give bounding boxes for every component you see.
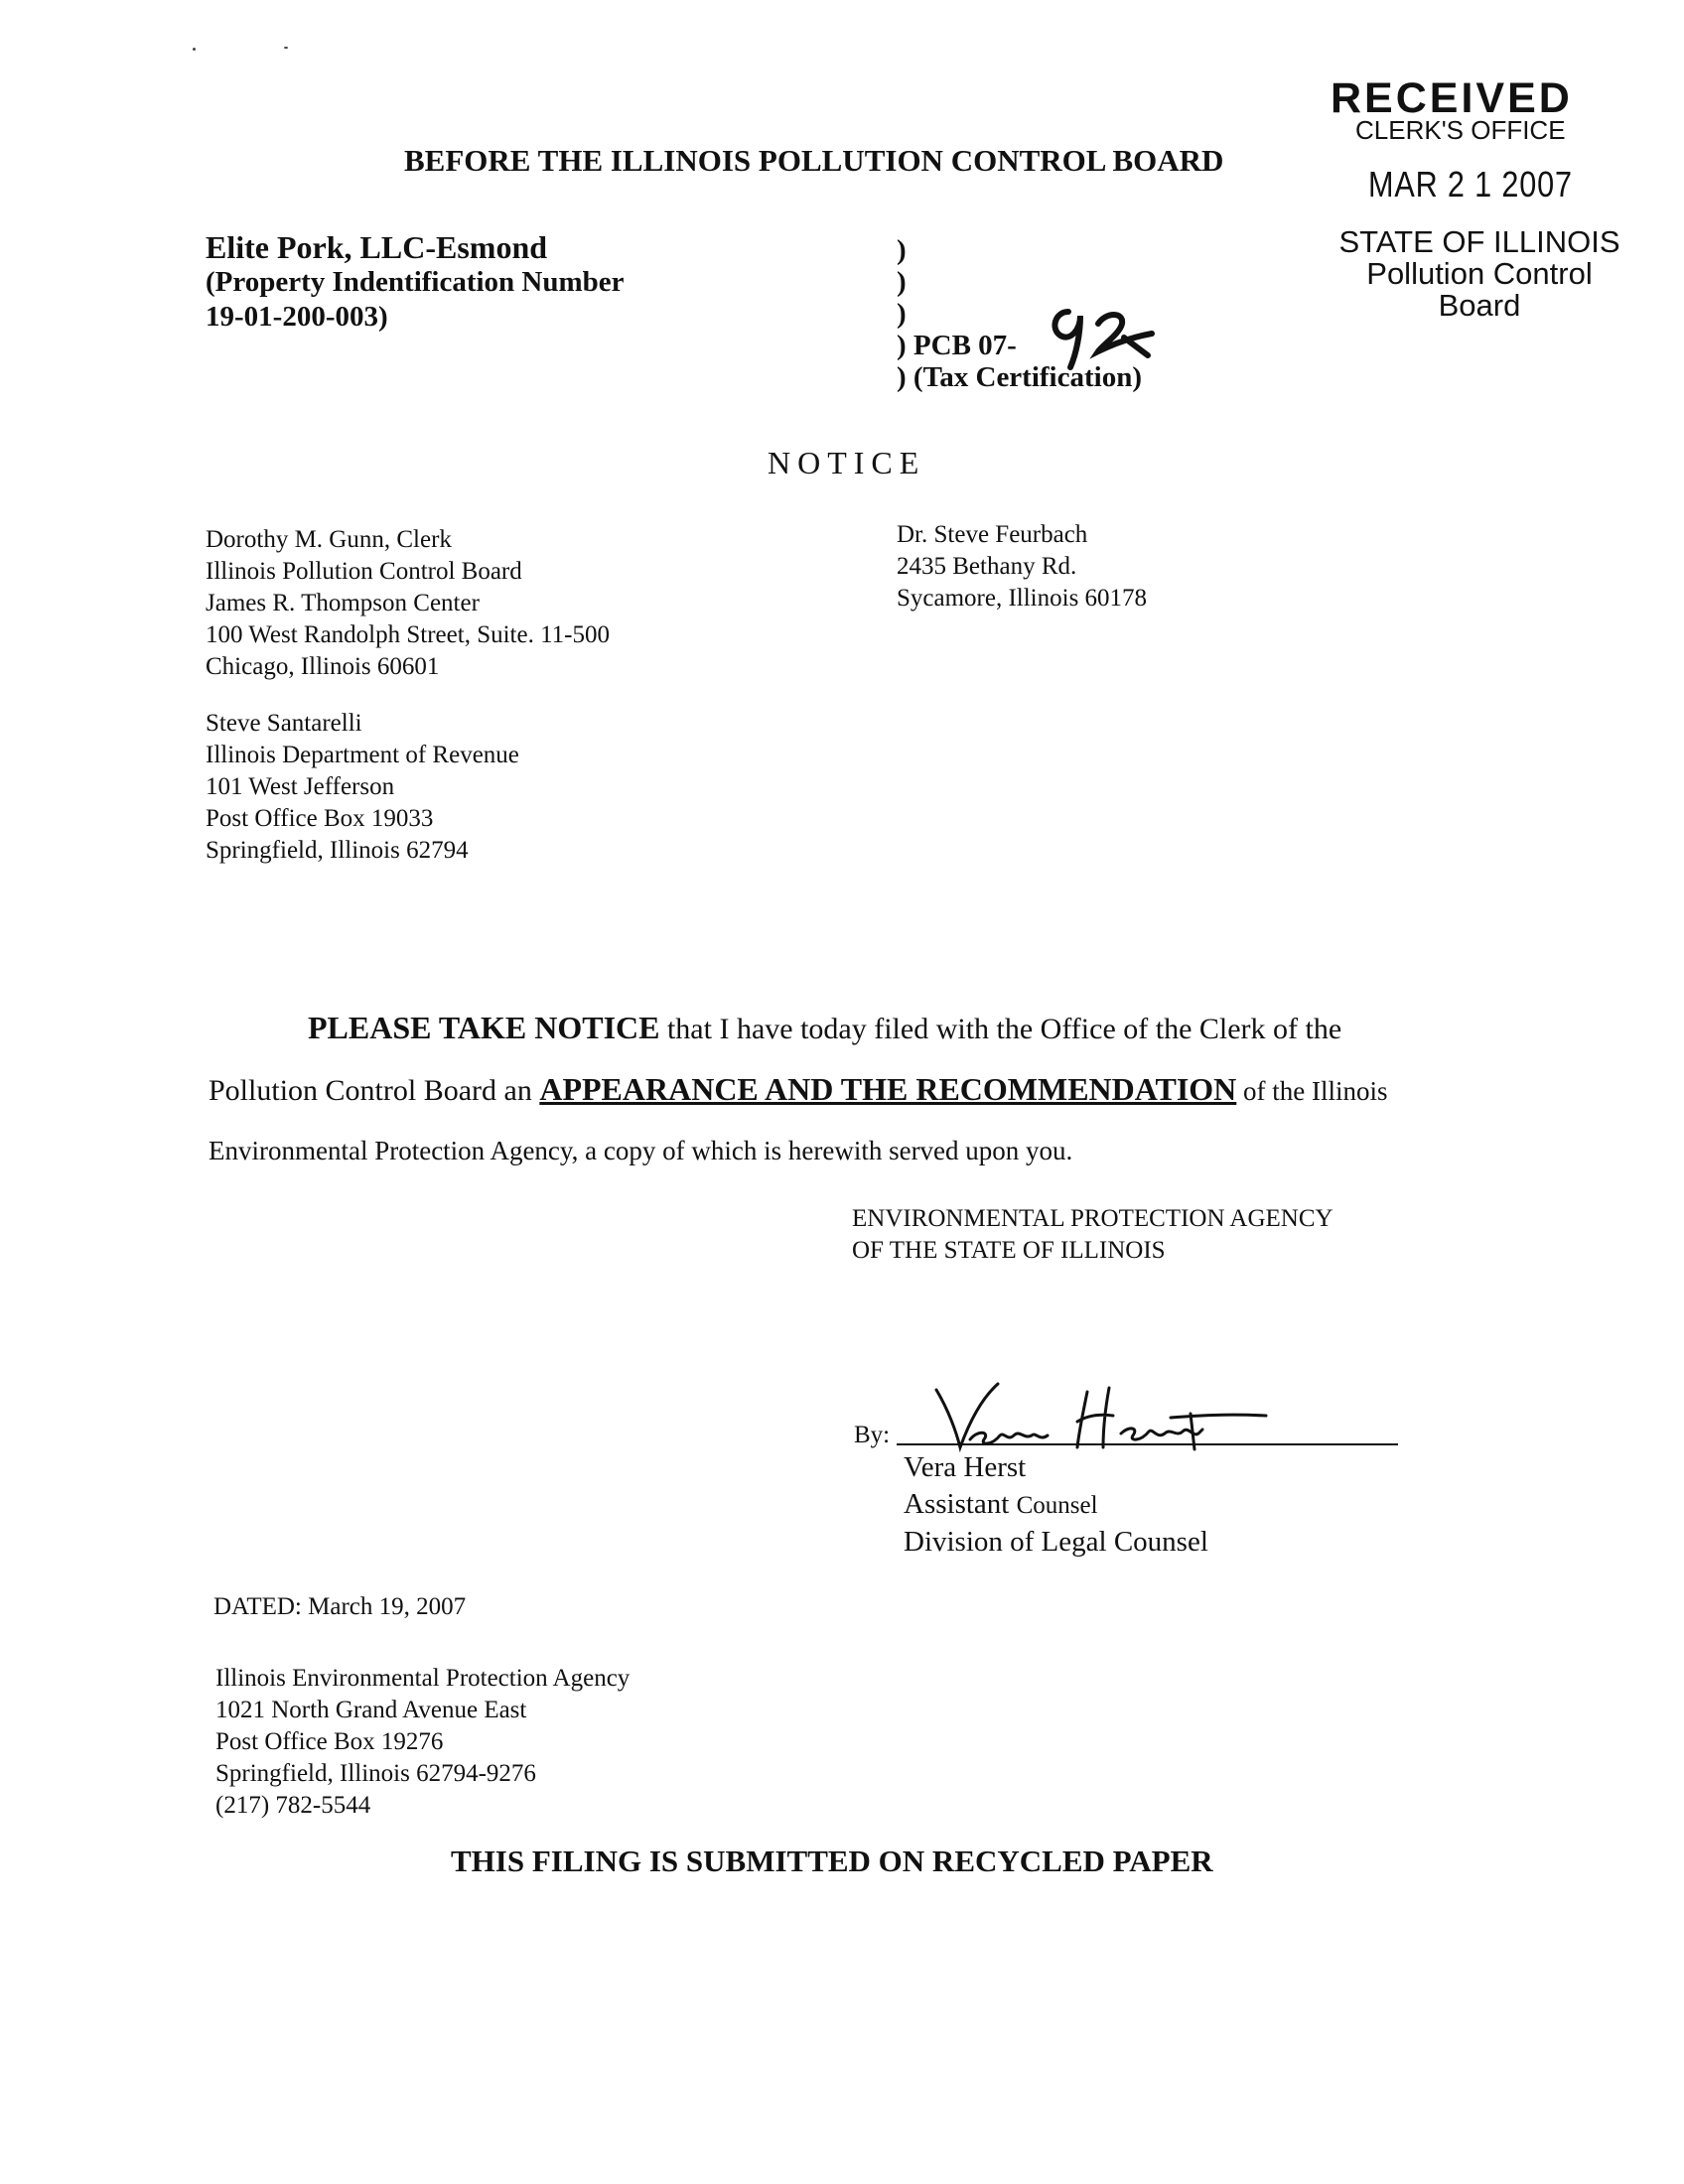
address-line: 1021 North Grand Avenue East [215,1697,527,1723]
property-pin-line1: (Property Indentification Number [206,266,625,298]
address-line: Illinois Pollution Control Board [206,558,522,585]
received-stamp-state: STATE OF ILLINOIS [1338,224,1620,259]
address-line: 101 West Jefferson [206,773,395,800]
board-title: BEFORE THE ILLINOIS POLLUTION CONTROL BOARD [404,143,1224,178]
agency-line: OF THE STATE OF ILLINOIS [852,1237,1166,1264]
handwritten-signature [928,1370,1286,1459]
address-line: Steve Santarelli [206,710,362,737]
scan-speck [284,47,288,49]
received-stamp-board: Pollution Control Board [1366,256,1593,323]
case-type: ) (Tax Certification) [897,361,1142,393]
case-number-label: ) PCB 07- [897,330,1017,361]
signer-title [904,1486,1208,1524]
notice-heading: NOTICE [768,445,926,480]
address-line: James R. Thompson Center [206,590,480,616]
address-line: Illinois Department of Revenue [206,742,519,768]
signer-title-main: Assistant [904,1488,1010,1520]
party-name: Elite Pork, LLC-Esmond [206,229,548,265]
agency-name [852,1203,1333,1267]
clerk-address [206,524,610,683]
property-pin-line2: 19-01-200-003) [206,301,388,333]
received-stamp-title: RECEIVED [1331,74,1573,122]
body-line-3: Environmental Protection Agency, a copy of which is herewith served upon you. [209,1136,1073,1165]
received-stamp-office: CLERK'S OFFICE [1355,115,1566,145]
received-stamp-date: MAR 2 1 2007 [1368,164,1573,205]
address-line: 100 West Randolph Street, Suite. 11-500 [206,621,610,648]
caption-paren: ) [897,266,907,298]
dated-line: DATED: March 19, 2007 [213,1593,467,1620]
address-line: Post Office Box 19276 [215,1728,444,1755]
body-line-2 [209,1059,1499,1121]
signer-title-small: Counsel [1016,1492,1098,1519]
caption-paren: ) [897,234,907,266]
body-text: of the Illinois [1236,1076,1388,1106]
agency-line: ENVIRONMENTAL PROTECTION AGENCY [852,1205,1333,1232]
owner-address [897,519,1147,614]
address-line: (217) 782-5544 [215,1792,371,1819]
notice-lead: PLEASE TAKE NOTICE [308,1010,660,1045]
caption-paren: ) [897,298,907,330]
body-line-1 [209,998,1499,1059]
address-line: Dorothy M. Gunn, Clerk [206,526,452,553]
address-line: Chicago, Illinois 60601 [206,653,440,680]
address-line: 2435 Bethany Rd. [897,553,1077,580]
received-stamp-agency [1335,226,1623,322]
address-line: Sycamore, Illinois 60178 [897,585,1148,612]
address-line: Dr. Steve Feurbach [897,521,1088,548]
revenue-address [206,708,519,867]
body-text: Pollution Control Board an [209,1074,540,1107]
iepa-address [215,1663,630,1822]
scan-speck [193,48,196,51]
notice-body [209,998,1499,1180]
signer-block [904,1449,1208,1561]
body-text: that I have today filed with the Office of the Clerk of the [659,1013,1342,1045]
filing-title: APPEARANCE AND THE RECOMMENDATION [539,1071,1237,1107]
case-caption-party [206,230,625,335]
signer-division: Division of Legal Counsel [904,1526,1208,1558]
address-line: Illinois Environmental Protection Agency [215,1665,631,1692]
address-line: Springfield, Illinois 62794 [206,837,469,864]
handwritten-case-number [1041,294,1170,373]
recycled-paper-footer: THIS FILING IS SUBMITTED ON RECYCLED PAPER [451,1843,1213,1878]
address-line: Post Office Box 19033 [206,805,434,832]
signer-name: Vera Herst [904,1451,1027,1483]
by-label: By: [854,1422,891,1448]
address-line: Springfield, Illinois 62794-9276 [215,1760,536,1787]
